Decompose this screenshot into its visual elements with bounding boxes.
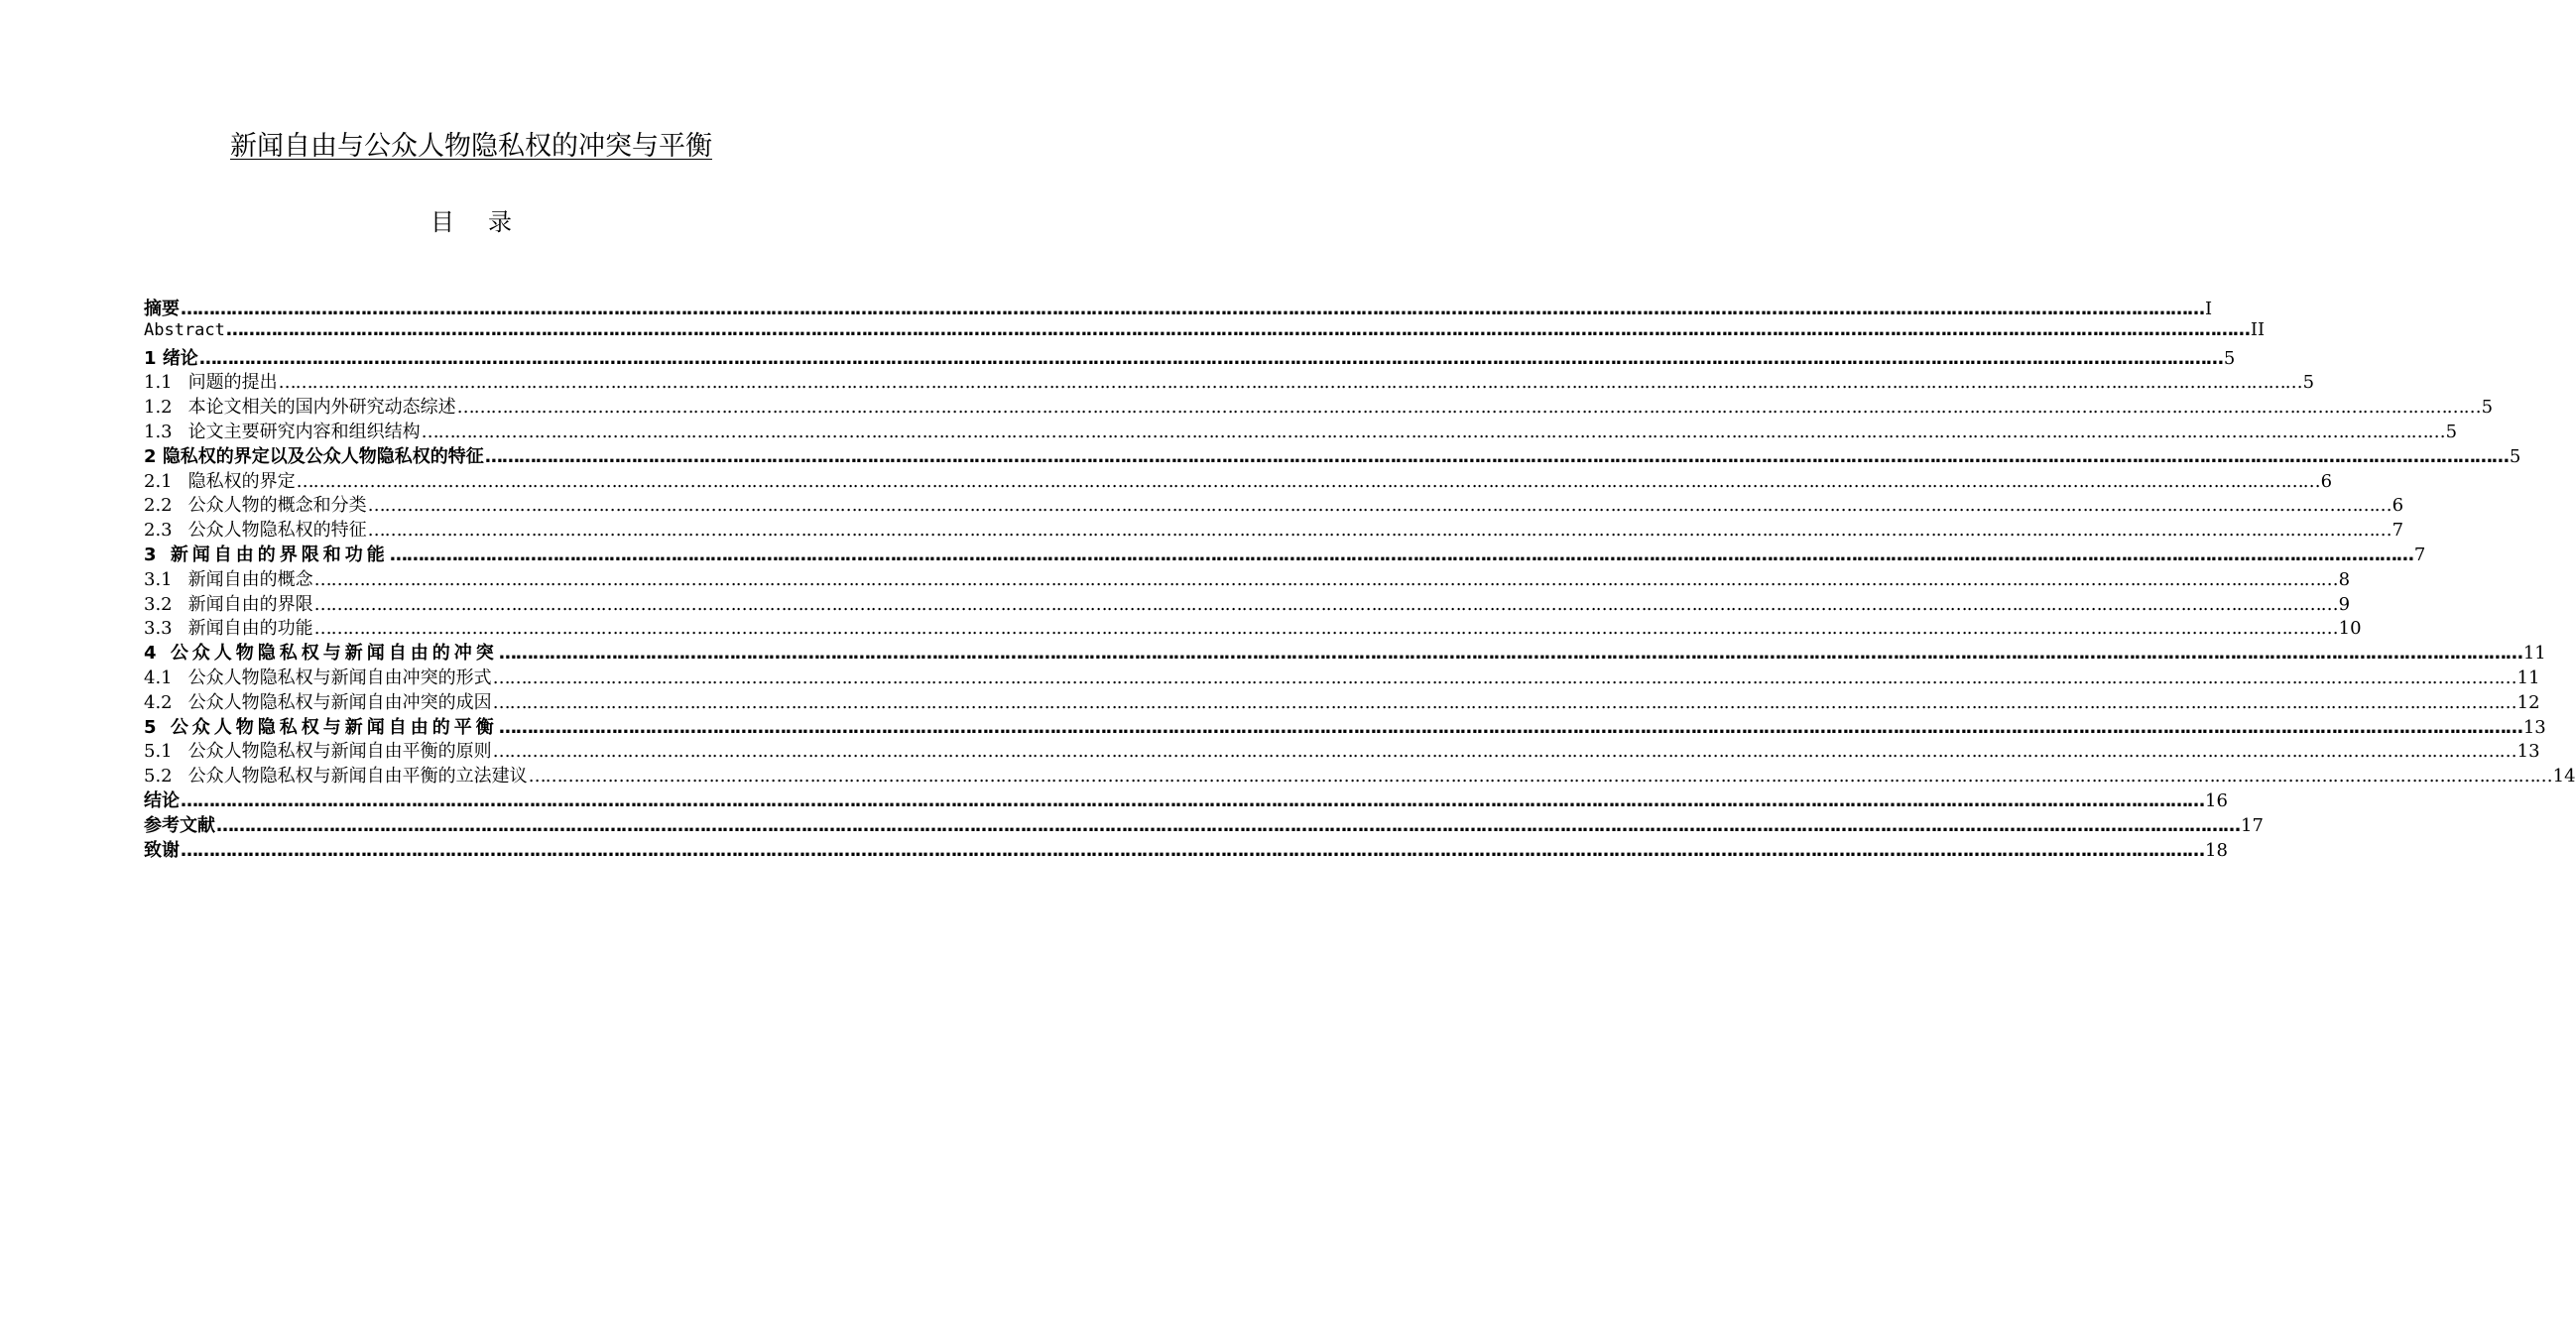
toc-entry-text: 公众人物隐私权的特征 bbox=[187, 520, 367, 542]
toc-entry-number: 4.2 bbox=[144, 691, 173, 713]
toc-dot-leader: ……………………………………………………………………………………………………………………………………………………………………………………………………………………………………………………………………………………………………………………………… bbox=[367, 520, 2392, 542]
toc-entry[interactable] bbox=[144, 491, 2404, 517]
toc-dot-leader: ……………………………………………………………………………………………………………………………………………………………………………………………………………………………………………………………………………………………………………………………… bbox=[492, 741, 2516, 763]
toc-entry[interactable] bbox=[144, 787, 2228, 811]
toc-entry-page-number: 5 bbox=[2445, 421, 2458, 442]
toc-entry[interactable] bbox=[144, 811, 2264, 836]
toc-entry-label bbox=[144, 590, 313, 616]
document-title-text: 新闻自由与公众人物隐私权的冲突与平衡 bbox=[230, 131, 712, 162]
toc-entry-number: 3.1 bbox=[144, 568, 173, 590]
toc-entry-number: 2.2 bbox=[144, 495, 173, 517]
toc-entry-label bbox=[144, 368, 278, 394]
toc-entry-number: 1.1 bbox=[144, 372, 173, 394]
toc-entry[interactable] bbox=[144, 664, 2540, 688]
toc-entry-label bbox=[144, 713, 498, 739]
toc-entry[interactable] bbox=[144, 590, 2351, 615]
toc-entry-text: 隐私权的界定 bbox=[187, 470, 296, 492]
toc-entry-label bbox=[144, 836, 180, 862]
toc-entry-text: Abstract bbox=[144, 319, 225, 340]
toc-heading-char-2: 录 bbox=[488, 208, 512, 236]
toc-entry-page-number: 5 bbox=[2509, 445, 2521, 467]
toc-entry[interactable] bbox=[144, 442, 2521, 467]
toc-entry-number: 4 bbox=[144, 643, 161, 665]
toc-entry-label bbox=[144, 344, 198, 370]
toc-entry[interactable] bbox=[144, 344, 2236, 369]
toc-entry[interactable] bbox=[144, 614, 2362, 640]
toc-entry[interactable] bbox=[144, 541, 2426, 565]
toc-dot-leader: ……………………………………………………………………………………………………………………………………………………………………………………………………………………………………………………………………………………………………………………………… bbox=[389, 544, 2413, 565]
toc-entry[interactable] bbox=[144, 467, 2333, 492]
toc-entry-text: 新闻自由的界限 bbox=[187, 593, 313, 615]
toc-entry-label bbox=[144, 516, 367, 542]
toc-entry-text: 公众人物隐私权与新闻自由的平衡 bbox=[170, 716, 498, 738]
toc-entry-text: 公众人物隐私权与新闻自由的冲突 bbox=[170, 643, 498, 665]
toc-entry-page-number: 7 bbox=[2413, 544, 2426, 565]
toc-entry-text: 公众人物的概念和分类 bbox=[187, 495, 367, 517]
toc-entry-label bbox=[144, 664, 492, 689]
toc-dot-leader: ……………………………………………………………………………………………………………………………………………………………………………………………………………………………………………………………………………………………………………………………… bbox=[498, 716, 2522, 738]
toc-heading bbox=[0, 204, 942, 240]
toc-entry-label bbox=[144, 762, 528, 788]
toc-entry-text: 新闻自由的界限和功能 bbox=[170, 544, 389, 565]
toc-entry-number: 1 bbox=[144, 347, 157, 369]
toc-entry-text: 新闻自由的概念 bbox=[187, 568, 313, 590]
toc-dot-leader: ……………………………………………………………………………………………………………………………………………………………………………………………………………………………………………………………………………………………………………………………… bbox=[484, 445, 2509, 467]
toc-entry-number: 4.1 bbox=[144, 666, 173, 688]
toc-entry-label bbox=[144, 737, 492, 763]
toc-dot-leader: ……………………………………………………………………………………………………………………………………………………………………………………………………………………………………………………………………………………………………………………………… bbox=[216, 814, 2240, 836]
toc-entry-page-number: 17 bbox=[2241, 814, 2264, 836]
toc-entry-label bbox=[144, 614, 313, 640]
toc-entry[interactable] bbox=[144, 393, 2494, 419]
toc-entry[interactable] bbox=[144, 713, 2546, 738]
toc-entry-text: 公众人物隐私权与新闻自由冲突的成因 bbox=[187, 691, 492, 713]
toc-entry-page-number: 5 bbox=[2223, 347, 2236, 369]
document-title bbox=[0, 127, 942, 167]
toc-entry-number: 5.1 bbox=[144, 741, 173, 763]
toc-entry[interactable] bbox=[144, 295, 2213, 319]
toc-entry-page-number: 16 bbox=[2205, 789, 2228, 811]
toc-entry-text: 论文主要研究内容和组织结构 bbox=[187, 421, 421, 442]
toc-entry-page-number: 13 bbox=[2522, 716, 2546, 738]
toc-entry-page-number: 10 bbox=[2338, 618, 2362, 640]
toc-entry-label bbox=[144, 442, 484, 468]
toc-entry-number: 3.3 bbox=[144, 618, 173, 640]
toc-dot-leader: ……………………………………………………………………………………………………………………………………………………………………………………………………………………………………………………………………………………………………………………………… bbox=[421, 421, 2445, 442]
toc-entry[interactable] bbox=[144, 418, 2458, 442]
toc-entry-number: 1.2 bbox=[144, 397, 173, 419]
toc-entry-page-number: I bbox=[2205, 299, 2213, 319]
toc-dot-leader: ……………………………………………………………………………………………………………………………………………………………………………………………………………………………………………………………………………………………………………………………… bbox=[313, 593, 2338, 615]
toc-entry[interactable] bbox=[144, 836, 2228, 861]
toc-entry-number: 1.3 bbox=[144, 421, 173, 442]
toc-entry-text: 致谢 bbox=[144, 839, 180, 861]
toc-entry[interactable] bbox=[144, 639, 2546, 665]
toc-entry-page-number: 8 bbox=[2338, 568, 2351, 590]
toc-entry-label bbox=[144, 639, 498, 665]
toc-entry-label bbox=[144, 565, 313, 591]
toc-entry-label bbox=[144, 295, 180, 320]
toc-entry-text: 公众人物隐私权与新闻自由冲突的形式 bbox=[187, 666, 492, 688]
toc-entry-text: 新闻自由的功能 bbox=[187, 618, 313, 640]
toc-entry-page-number: 13 bbox=[2516, 741, 2540, 763]
toc-entry-page-number: II bbox=[2250, 318, 2266, 340]
toc-entry-label bbox=[144, 688, 492, 714]
toc-dot-leader: ……………………………………………………………………………………………………………………………………………………………………………………………………………………………………………………………………………………………………………………………… bbox=[181, 839, 2204, 861]
toc-entry-text: 隐私权的界定以及公众人物隐私权的特征 bbox=[162, 445, 484, 467]
toc-dot-leader: ……………………………………………………………………………………………………………………………………………………………………………………………………………………………………………………………………………………………………………………………… bbox=[367, 495, 2392, 517]
toc-dot-leader: ……………………………………………………………………………………………………………………………………………………………………………………………………………………………………………………………………………………………………………………………… bbox=[313, 568, 2338, 590]
toc-dot-leader: ……………………………………………………………………………………………………………………………………………………………………………………………………………………………………………………………………………………………………………………………… bbox=[528, 766, 2552, 788]
toc-entry-number: 2.3 bbox=[144, 520, 173, 542]
toc-dot-leader: ……………………………………………………………………………………………………………………………………………………………………………………………………………………………………………………………………………………………………………………………… bbox=[492, 691, 2516, 713]
toc-entry-text: 公众人物隐私权与新闻自由平衡的立法建议 bbox=[187, 766, 528, 788]
toc-entry[interactable] bbox=[144, 565, 2351, 590]
toc-entry-page-number: 7 bbox=[2392, 520, 2404, 542]
toc-entry-text: 本论文相关的国内外研究动态综述 bbox=[187, 397, 456, 419]
toc-entry-page-number: 18 bbox=[2205, 839, 2228, 861]
toc-entry-page-number: 12 bbox=[2516, 691, 2540, 713]
toc-entry-page-number: 5 bbox=[2481, 397, 2494, 419]
toc-entry-page-number: 5 bbox=[2302, 372, 2315, 394]
toc-dot-leader: ……………………………………………………………………………………………………………………………………………………………………………………………………………………………………………………………………………………………………………………………… bbox=[498, 643, 2522, 665]
toc-entry-text: 结论 bbox=[144, 789, 180, 811]
toc-entry-label bbox=[144, 319, 225, 340]
toc-entry-text: 公众人物隐私权与新闻自由平衡的原则 bbox=[187, 741, 492, 763]
toc-dot-leader: ……………………………………………………………………………………………………………………………………………………………………………………………………………………………………………………………………………………………………………………………… bbox=[456, 397, 2481, 419]
toc-dot-leader: ……………………………………………………………………………………………………………………………………………………………………………………………………………………………………………………………………………………………………………………………… bbox=[181, 789, 2204, 811]
toc-entry-label bbox=[144, 393, 456, 419]
toc-dot-leader: ……………………………………………………………………………………………………………………………………………………………………………………………………………………………………………………………………………………………………………………………… bbox=[198, 347, 2223, 369]
toc-entry-label bbox=[144, 491, 367, 517]
toc-heading-char-1: 目 bbox=[430, 208, 454, 236]
toc-entry-label bbox=[144, 418, 421, 443]
toc-dot-leader: ……………………………………………………………………………………………………………………………………………………………………………………………………………………………………………………………………………………………………………………………… bbox=[296, 470, 2320, 492]
toc-entry-label bbox=[144, 541, 389, 566]
toc-entry[interactable] bbox=[144, 318, 2266, 344]
toc-entry[interactable] bbox=[144, 762, 2576, 788]
toc-entry-label bbox=[144, 787, 180, 812]
toc-entry-number: 3.2 bbox=[144, 593, 173, 615]
toc-entry-page-number: 11 bbox=[2522, 643, 2546, 665]
toc-entry-label bbox=[144, 467, 296, 493]
toc-entry-number: 5 bbox=[144, 716, 161, 738]
toc-entry-number: 3 bbox=[144, 544, 161, 565]
toc-entry-page-number: 6 bbox=[2392, 495, 2404, 517]
toc-entry-number: 5.2 bbox=[144, 766, 173, 788]
toc-dot-leader: ……………………………………………………………………………………………………………………………………………………………………………………………………………………………………………………………………………………………………………………………… bbox=[492, 666, 2516, 688]
toc-entry[interactable] bbox=[144, 516, 2404, 542]
toc-entry-page-number: 6 bbox=[2320, 470, 2333, 492]
toc-entry[interactable] bbox=[144, 737, 2540, 763]
toc-dot-leader: ……………………………………………………………………………………………………………………………………………………………………………………………………………………………………………………………………………………………………………………………… bbox=[181, 299, 2204, 319]
toc-entry-text: 摘要 bbox=[144, 299, 180, 319]
table-of-contents bbox=[144, 295, 2576, 861]
toc-entry-text: 问题的提出 bbox=[187, 372, 278, 394]
toc-entry[interactable] bbox=[144, 368, 2315, 394]
toc-entry[interactable] bbox=[144, 688, 2540, 713]
toc-entry-label bbox=[144, 811, 215, 837]
toc-entry-number: 2.1 bbox=[144, 470, 173, 492]
toc-dot-leader: ……………………………………………………………………………………………………………………………………………………………………………………………………………………………………………………………………………………………………………………………… bbox=[225, 318, 2250, 340]
toc-dot-leader: ……………………………………………………………………………………………………………………………………………………………………………………………………………………………………………………………………………………………………………………………… bbox=[278, 372, 2302, 394]
toc-entry-text: 参考文献 bbox=[144, 814, 215, 836]
toc-entry-text: 绪论 bbox=[162, 347, 198, 369]
toc-entry-page-number: 14 bbox=[2552, 766, 2576, 788]
toc-dot-leader: ……………………………………………………………………………………………………………………………………………………………………………………………………………………………………………………………………………………………………………………………… bbox=[313, 618, 2338, 640]
toc-entry-page-number: 11 bbox=[2516, 666, 2540, 688]
toc-entry-number: 2 bbox=[144, 445, 157, 467]
toc-entry-page-number: 9 bbox=[2338, 593, 2351, 615]
